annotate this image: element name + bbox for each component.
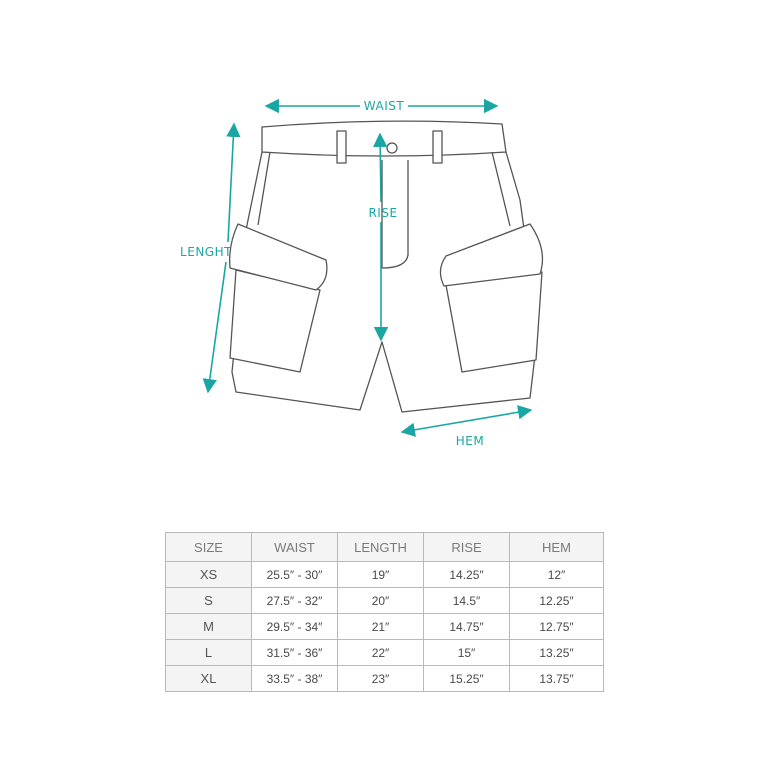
shorts-outline <box>230 121 543 412</box>
header-length: LENGTH <box>338 533 424 562</box>
length-cell: 22″ <box>338 640 424 666</box>
waist-cell: 31.5″ - 36″ <box>252 640 338 666</box>
hem-arrow <box>402 410 531 432</box>
hem-label: HEM <box>455 434 485 448</box>
rise-cell: 15″ <box>424 640 510 666</box>
size-cell: L <box>166 640 252 666</box>
table-row <box>166 614 604 640</box>
rise-cell: 14.75″ <box>424 614 510 640</box>
hem-cell: 13.75″ <box>510 666 604 692</box>
hem-cell: 12.75″ <box>510 614 604 640</box>
size-cell: S <box>166 588 252 614</box>
size-cell: XS <box>166 562 252 588</box>
table-row <box>166 588 604 614</box>
table-row <box>166 666 604 692</box>
rise-cell: 14.25″ <box>424 562 510 588</box>
waist-button <box>387 143 397 153</box>
header-size: SIZE <box>166 533 252 562</box>
length-arrow-bottom <box>208 262 226 392</box>
header-waist: WAIST <box>252 533 338 562</box>
length-cell: 23″ <box>338 666 424 692</box>
length-cell: 20″ <box>338 588 424 614</box>
hem-cell: 13.25″ <box>510 640 604 666</box>
belt-loop-left <box>337 131 346 163</box>
length-cell: 19″ <box>338 562 424 588</box>
waist-cell: 29.5″ - 34″ <box>252 614 338 640</box>
size-cell: M <box>166 614 252 640</box>
waist-cell: 27.5″ - 32″ <box>252 588 338 614</box>
header-hem: HEM <box>510 533 604 562</box>
waist-cell: 25.5″ - 30″ <box>252 562 338 588</box>
table-header-row <box>166 533 604 562</box>
size-cell: XL <box>166 666 252 692</box>
rise-arrow-top <box>380 134 381 202</box>
length-cell: 21″ <box>338 614 424 640</box>
header-rise: RISE <box>424 533 510 562</box>
rise-cell: 15.25″ <box>424 666 510 692</box>
rise-label: RISE <box>368 206 398 220</box>
waist-label: WAIST <box>363 99 405 113</box>
length-label: LENGHT <box>180 245 232 259</box>
length-arrow-top <box>228 124 234 242</box>
waist-cell: 33.5″ - 38″ <box>252 666 338 692</box>
table-row <box>166 562 604 588</box>
rise-cell: 14.5″ <box>424 588 510 614</box>
table-row <box>166 640 604 666</box>
hem-cell: 12.25″ <box>510 588 604 614</box>
right-cargo-pocket <box>446 272 542 372</box>
size-chart-table <box>165 532 604 692</box>
hem-cell: 12″ <box>510 562 604 588</box>
waistband <box>262 121 506 156</box>
belt-loop-right <box>433 131 442 163</box>
